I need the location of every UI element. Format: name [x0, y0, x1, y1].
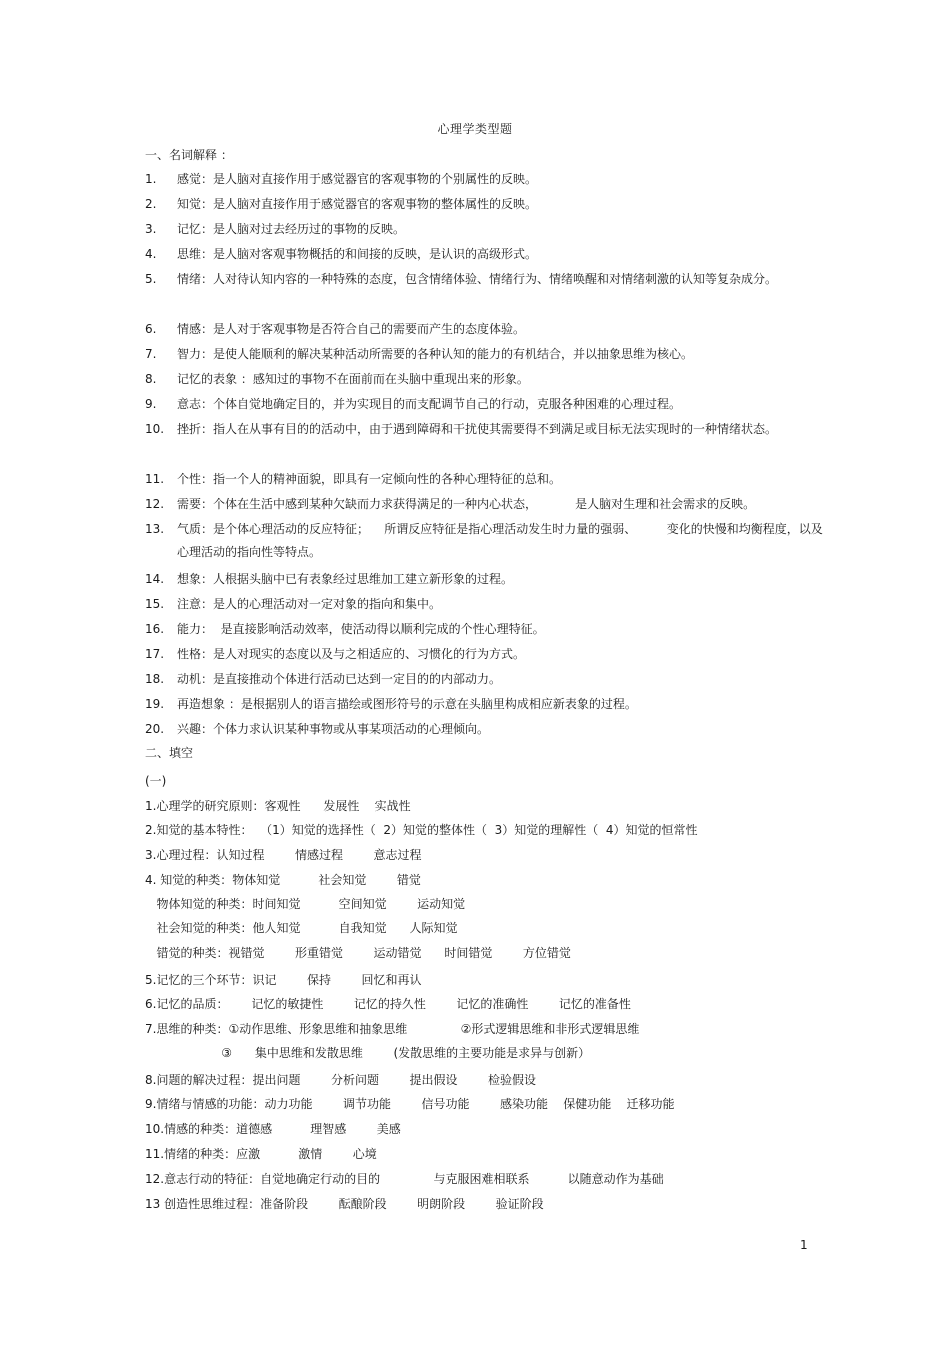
- section-heading-definitions: 一、名词解释 ：: [145, 148, 233, 162]
- section-heading-fill-in: 二、填空: [145, 746, 194, 760]
- definition-item: 5. 情绪：人对待认知内容的一种特殊的态度，包含情绪体验、情绪行为、情绪唤醒和对情绪刺激的认知等复杂成分。: [145, 272, 778, 286]
- definition-item: 1. 感觉：是人脑对直接作用于感觉器官的客观事物的个别属性的反映。: [145, 172, 538, 186]
- fill-item: 11.情绪的种类：应激 激情 心境: [145, 1147, 377, 1161]
- fill-item: 2.知觉的基本特性： （1）知觉的选择性（ 2）知觉的整体性（ 3）知觉的理解性（ 4）知觉的恒常性: [145, 823, 698, 837]
- definition-item: 17. 性格：是人对现实的态度以及与之相适应的、习惯化的行为方式。: [145, 647, 526, 661]
- definition-item: 9. 意志：个体自觉地确定目的，并为实现目的而支配调节自己的行动，克服各种困难的心理过程。: [145, 397, 682, 411]
- definition-item: 12. 需要：个体在生活中感到某种欠缺而力求获得满足的一种内心状态， 是人脑对生理和社会需求的反映。: [145, 497, 756, 511]
- fill-item: 4. 知觉的种类：物体知觉 社会知觉 错觉: [145, 873, 421, 887]
- definition-item: 4. 思维：是人脑对客观事物概括的和间接的反映，是认识的高级形式。: [145, 247, 538, 261]
- definition-item: 8. 记忆的表象 ：感知过的事物不在面前而在头脑中重现出来的形象。: [145, 372, 529, 386]
- definition-item: 14. 想象：人根据头脑中已有表象经过思维加工建立新形象的过程。: [145, 572, 514, 586]
- fill-item: 9.情绪与情感的功能：动力功能 调节功能 信号功能 感染功能 保健功能 迁移功能: [145, 1097, 675, 1111]
- definition-item: 15. 注意：是人的心理活动对一定对象的指向和集中。: [145, 597, 442, 611]
- fill-item: 3.心理过程：认知过程 情感过程 意志过程: [145, 848, 422, 862]
- fill-item: 6.记忆的品质： 记忆的敏捷性 记忆的持久性 记忆的准确性 记忆的准备性: [145, 997, 631, 1011]
- definition-item: 13. 气质：是个体心理活动的反应特征； 所谓反应特征是指心理活动发生时力量的强弱、 变化的快慢和均衡程度，以及心理活动的指向性等特点。: [145, 522, 823, 559]
- definition-item: 3. 记忆：是人脑对过去经历过的事物的反映。: [145, 222, 406, 236]
- fill-item: 5.记忆的三个环节：识记 保持 回忆和再认: [145, 973, 422, 987]
- definition-item: 11. 个性：指一个人的精神面貌，即具有一定倾向性的各种心理特征的总和。: [145, 472, 562, 486]
- definition-item: 18. 动机：是直接推动个体进行活动已达到一定目的的内部动力。: [145, 672, 502, 686]
- definition-item: 19. 再造想象 ：是根据别人的语言描绘或图形符号的示意在头脑里构成相应新表象的过程。: [145, 697, 637, 711]
- subsection-heading: (一): [145, 774, 167, 788]
- definition-item: 10. 挫折：指人在从事有目的的活动中，由于遇到障碍和干扰使其需要得不到满足或目标无法实现时的一种情绪状态。: [145, 422, 778, 436]
- fill-item: ③ 集中思维和发散思维 (发散思维的主要功能是求异与创新）: [145, 1046, 591, 1060]
- fill-item: 7.思维的种类：①动作思维、形象思维和抽象思维 ②形式逻辑思维和非形式逻辑思维: [145, 1022, 640, 1036]
- fill-item: 1.心理学的研究原则：客观性 发展性 实战性: [145, 799, 411, 813]
- definition-item: 20. 兴趣：个体力求认识某种事物或从事某项活动的心理倾向。: [145, 722, 490, 736]
- fill-item: 社会知觉的种类：他人知觉 自我知觉 人际知觉: [145, 921, 458, 935]
- page-number: 1: [800, 1238, 808, 1252]
- definition-item: 2. 知觉：是人脑对直接作用于感觉器官的客观事物的整体属性的反映。: [145, 197, 538, 211]
- definition-item: 7. 智力：是使人能顺利的解决某种活动所需要的各种认知的能力的有机结合，并以抽象思维为核心。: [145, 347, 694, 361]
- fill-item: 10.情感的种类：道德感 理智感 美感: [145, 1122, 401, 1136]
- fill-item: 12.意志行动的特征：自觉地确定行动的目的 与克服困难相联系 以随意动作为基础: [145, 1172, 664, 1186]
- fill-item: 错觉的种类：视错觉 形重错觉 运动错觉 时间错觉 方位错觉: [145, 946, 571, 960]
- fill-item: 8.问题的解决过程：提出问题 分析问题 提出假设 检验假设: [145, 1073, 536, 1087]
- definition-item: 6. 情感：是人对于客观事物是否符合自己的需要而产生的态度体验。: [145, 322, 526, 336]
- fill-item: 物体知觉的种类：时间知觉 空间知觉 运动知觉: [145, 897, 466, 911]
- definition-item: 16. 能力： 是直接影响活动效率，使活动得以顺利完成的个性心理特征。: [145, 622, 545, 636]
- fill-item: 13 创造性思维过程：准备阶段 酝酿阶段 明朗阶段 验证阶段: [145, 1197, 544, 1211]
- document-title: 心理学类型题: [437, 122, 513, 136]
